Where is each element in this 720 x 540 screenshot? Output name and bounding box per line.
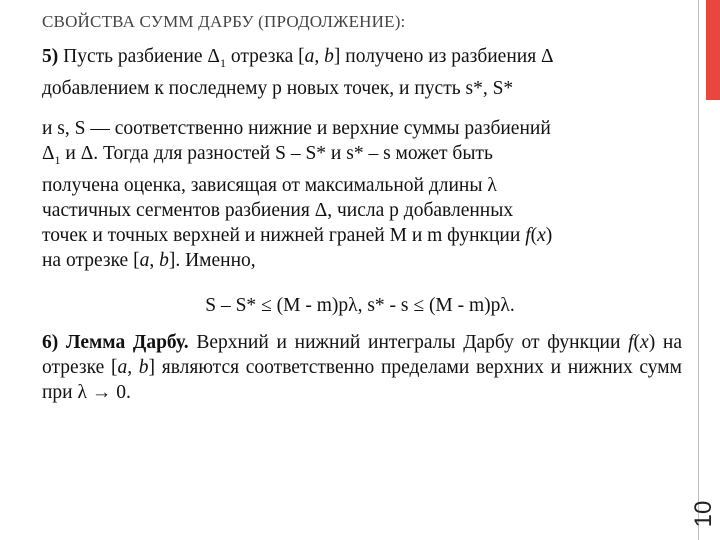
comma: , (127, 357, 139, 378)
var-a: a (117, 357, 128, 378)
page-number: 10 (690, 500, 717, 528)
paragraph-line: получена оценка, зависящая от максимальной длины λ (42, 174, 497, 196)
delta-subscript: 1 (54, 152, 61, 167)
var-b: b (159, 249, 169, 271)
item-5-text: добавлением к последнему p новых точек, и пусть s*, S* (42, 77, 514, 99)
paragraph-line: на отрезке [ (42, 249, 140, 271)
paragraph-line: частичных сегментов разбиения Δ, числа p добавленных (42, 199, 514, 221)
var-x: x (537, 224, 546, 246)
func-f: f (628, 332, 634, 353)
comma: , (314, 46, 325, 67)
slide-title: СВОЙСТВА СУММ ДАРБУ (ПРОДОЛЖЕНИЕ): (42, 12, 406, 31)
paren: ) (545, 224, 553, 246)
item-6-text: ) на отрезке [ (42, 332, 683, 378)
accent-bar (706, 0, 720, 100)
paragraph-line: ]. Именно, (168, 249, 256, 271)
var-b: b (138, 357, 149, 378)
var-x: x (640, 332, 649, 353)
vertical-divider (698, 0, 699, 540)
item-5-paragraph (42, 44, 682, 101)
paragraph-line: и Δ. Тогда для разностей S – S* и s* – s может быть (60, 143, 493, 164)
func-f: f (525, 224, 531, 246)
item-5-text: ] получено из разбиения Δ (333, 46, 554, 67)
paragraph-line: и s, S — соответственно нижние и верхние суммы разбиений (42, 118, 551, 139)
delta-subscript: 1 (219, 55, 226, 70)
var-b: b (324, 46, 334, 67)
var-a: a (139, 249, 150, 271)
paragraph-line: Δ (42, 143, 55, 164)
paren: ( (530, 224, 538, 246)
formula: S – S* ≤ (M - m)pλ, s* - s ≤ (M - m)pλ. (205, 295, 515, 316)
item-5-text: Пусть разбиение Δ (58, 46, 220, 67)
item-6-text: Верхний и нижний интегралы Дарбу от функции (188, 332, 629, 353)
var-a: a (304, 46, 315, 67)
item-5-number: 5) (42, 46, 59, 67)
item-6-paragraph (42, 330, 682, 405)
item-6-text: ] являются соответственно пределами верхних и нижних сумм при λ → 0. (42, 357, 682, 403)
comma: , (149, 249, 160, 271)
item-6-label: 6) Лемма Дарбу. (42, 332, 189, 353)
paren: ( (633, 332, 641, 353)
paragraph-line: точек и точных верхней и нижней граней M и m функции (42, 224, 526, 246)
item-5-continuation (42, 116, 682, 273)
item-5-text: отрезка [ (225, 46, 305, 67)
